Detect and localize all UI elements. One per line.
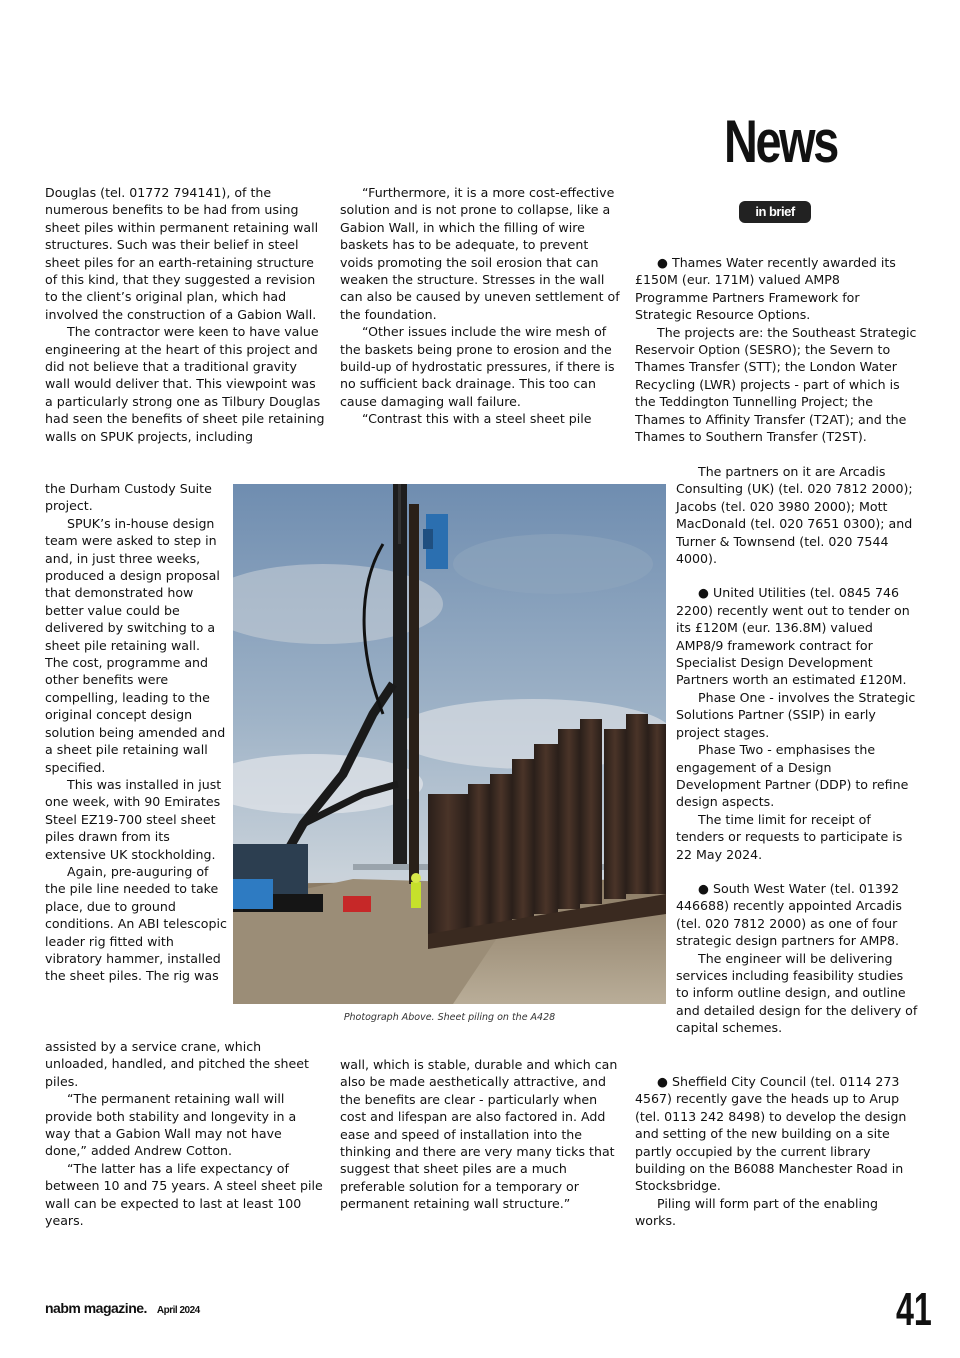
magazine-name: nabm magazine. <box>45 1300 147 1316</box>
col2-para-2: “Other issues include the wire mesh of the baskets being prone to erosion and the build-up of hydrostatic pressures, if there is no sufficient back drainage. This too can cause damaging wall failure. <box>340 324 615 409</box>
col1-para-5: Again, pre-auguring of the pile line needed to take place, due to ground conditions. An ABI telescopic leader rig fitted with vibratory hammer, installed the sheet piles. The rig was <box>45 863 227 984</box>
col2-para-4: wall, which is stable, durable and which can also be made aesthetically attractive, and the benefits are clear - particularly when cost and lifespan are also factored in. Add ease and speed of installation into the thinking and there are very many ticks that suggest that sheet piles are a much preferable solution for a temporary or permanent retaining wall structure.” <box>340 1057 618 1212</box>
in-brief-badge: in brief <box>739 201 811 223</box>
issue-date: April 2024 <box>156 1305 200 1316</box>
photo-caption: Photograph Above. Sheet piling on the A428 <box>343 1012 556 1023</box>
column-2-bottom <box>340 1056 622 1213</box>
news-item-sheffield-1: ● Sheffield City Council (tel. 0114 273 4567) recently gave the heads up to Arup (tel. 0113 242 8498) to develop the design and setting of the new building on a site partly occupied by the current library building on the B6088 Manchester Road in Stocksbridge. <box>635 1073 917 1195</box>
footer-masthead <box>45 1300 200 1316</box>
col1-para-3: SPUK’s in-house design team were asked to step in and, in just three weeks, produced a design proposal that demonstrated how better value could be delivered by switching to a sheet pile retaining wall. The cost, programme and other benefits were compelling, leading to the original concept design solution being amended and a sheet pile retaining wall specified. <box>45 515 226 775</box>
column-1 <box>45 184 325 445</box>
news-item-united-utilities-2: Phase One - involves the Strategic Solutions Partner (SSIP) in early project stages. <box>676 689 916 740</box>
column-2 <box>340 184 620 428</box>
col1-para-6: “The permanent retaining wall will provide both stability and longevity in a way that a Gabion Wall may not have done,” added Andrew Cotton. <box>45 1091 297 1159</box>
news-item-thames-1: ● Thames Water recently awarded its £150M (eur. 171M) valued AMP8 Programme Partners Framework for Strategic Resource Options. <box>635 254 917 324</box>
column-3-bottom <box>635 1073 917 1230</box>
news-item-united-utilities-3: Phase Two - emphasises the engagement of a Design Development Partner (DDP) to refine design aspects. <box>676 742 909 810</box>
col1-para-5b: assisted by a service crane, which unloaded, handled, and pitched the sheet piles. <box>45 1039 309 1089</box>
column-3 <box>635 254 917 445</box>
column-1-bottom <box>45 1038 325 1229</box>
col1-para-7: “The latter has a life expectancy of between 10 and 75 years. A steel sheet pile wall can be expected to last at least 100 years. <box>45 1160 323 1229</box>
news-item-thames-3: The partners on it are Arcadis Consulting (UK) (tel. 020 7812 2000); Jacobs (tel. 020 3980 2000); Mott MacDonald (tel. 020 7651 0300); and Turner & Townsend (tel. 020 7544 4000). <box>676 464 913 567</box>
column-1-narrow <box>45 480 227 985</box>
news-item-united-utilities-1: ● United Utilities (tel. 0845 746 2200) recently went out to tender on its £120M (eur. 136.8M) valued AMP8/9 framework contract for Specialist Design Development Partners worth an estimated £120M. <box>676 584 918 688</box>
col1-para-2: The contractor were keen to have value engineering at the heart of this project and did not believe that a traditional gravity wall would deliver that. This viewpoint was a particularly strong one as Tilbury Douglas had seen the benefits of sheet pile retaining walls on SPUK projects, including <box>45 324 325 444</box>
sheet-piling-photo <box>233 484 666 1004</box>
page-number: 41 <box>896 1283 932 1335</box>
news-item-united-utilities-4: The time limit for receipt of tenders or requests to participate is 22 May 2024. <box>676 811 903 862</box>
col1-para-2b: the Durham Custody Suite project. <box>45 481 212 514</box>
column-3-narrow <box>676 463 918 1037</box>
section-title: News <box>724 108 837 175</box>
col1-para-4: This was installed in just one week, with 90 Emirates Steel EZ19-700 steel sheet piles drawn from its extensive UK stockholding. <box>45 776 222 862</box>
news-item-thames-2: The projects are: the Southeast Strategic Reservoir Option (SESRO); the Severn to Thames Transfer (STT); the London Water Recycling (LWR) projects - part of which is the Teddington Tunnelling Project; the Thames to Affinity Transfer (T2AT); and the Thames to Southern Transfer (T2ST). <box>635 324 917 445</box>
col1-para-1: Douglas (tel. 01772 794141), of the numerous benefits to be had from using sheet piles within permanent retaining wall structures. Such was their belief in steel sheet piles for an earth-retaining structure of this kind, that they suggested a revision to the client’s original plan, which had involved the construction of a Gabion Wall. <box>45 185 319 322</box>
news-item-south-west-water-1: ● South West Water (tel. 01392 446688) recently appointed Arcadis (tel. 020 7812 2000) as one of four strategic design partners for AMP8. <box>676 880 918 950</box>
news-item-south-west-water-2: The engineer will be delivering services including feasibility studies to inform outline design, and outline and detailed design for the delivery of capital schemes. <box>676 950 918 1036</box>
news-item-sheffield-2: Piling will form part of the enabling works. <box>635 1195 879 1229</box>
col2-para-1: “Furthermore, it is a more cost-effective solution and is not prone to collapse, like a Gabion Wall, in which the filling of wire baskets has to be adequate, to prevent voids promoting the soil erosion that can weaken the structure. Stresses in the wall can also be caused by uneven settlement of the foundation. <box>340 185 620 322</box>
col2-para-3: “Contrast this with a steel sheet pile <box>362 411 592 427</box>
